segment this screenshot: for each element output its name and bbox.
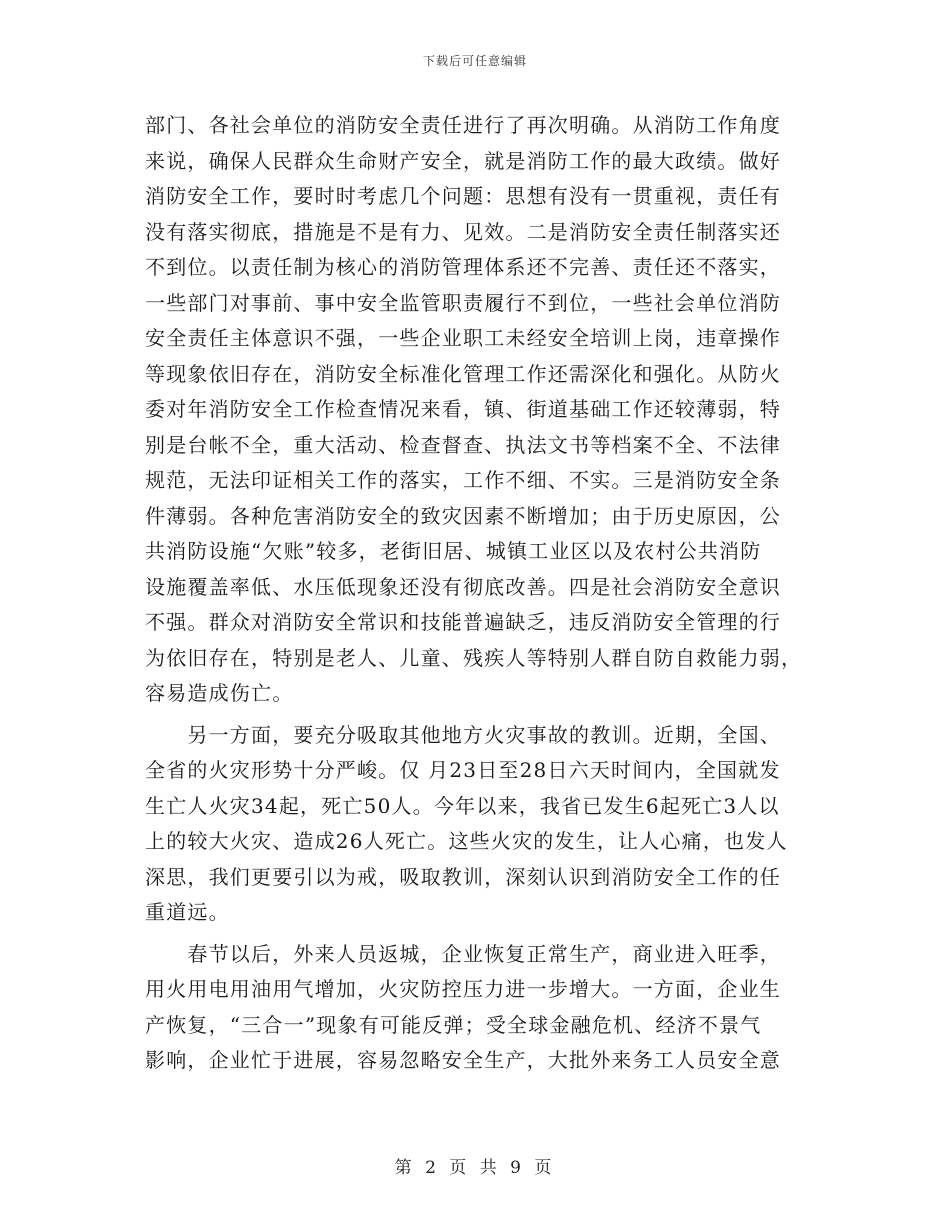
- text-line: 部门、各社会单位的消防安全责任进行了再次明确。从消防工作角度: [145, 113, 781, 137]
- paragraph: [145, 108, 813, 712]
- text-line: 用火用电用油用气增加，火灾防控压力进一步增大。一方面，企业生: [145, 977, 781, 1001]
- text-line: 生亡人火灾34起，死亡50人。今年以来，我省已发生6起死亡3人以: [145, 793, 780, 818]
- document-body: [145, 108, 813, 1079]
- text-line: 别是台帐不全，重大活动、检查督查、执法文书等档案不全、不法律: [145, 432, 781, 457]
- text-line: 规范，无法印证相关工作的落实，工作不细、不实。三是消防安全条: [145, 468, 781, 492]
- text-line: 一些部门对事前、事中安全监管职责履行不到位，一些社会单位消防: [145, 290, 781, 315]
- text-line: 容易造成伤亡。: [145, 681, 294, 705]
- text-line: 来说，确保人民群众生命财产安全，就是消防工作的最大政绩。做好: [145, 148, 781, 173]
- text-line: 不强。群众对消防安全常识和技能普遍缺乏，违反消防安全管理的行: [145, 610, 781, 634]
- header-note: 下载后可任意编辑: [422, 54, 527, 68]
- page-number: 第 2 页 共 9 页: [394, 1158, 556, 1178]
- paragraph: [145, 937, 813, 1079]
- text-line: 共消防设施“欠账”较多，老街旧居、城镇工业区以及农村公共消防: [145, 539, 762, 563]
- text-line: 委对年消防安全工作检查情况来看，镇、街道基础工作还较薄弱，特: [145, 397, 781, 421]
- text-line: 产恢复，“三合一”现象有可能反弹；受全球金融危机、经济不景气: [145, 1012, 762, 1037]
- text-line: 另一方面，要充分吸取其他地方火灾事故的教训。近期，全国、: [145, 722, 781, 747]
- text-line: 上的较大火灾、造成26人死亡。这些火灾的发生，让人心痛，也发人: [145, 829, 788, 853]
- text-line: 影响，企业忙于进展，容易忽略安全生产，大批外来务工人员安全意: [145, 1048, 781, 1072]
- text-line: 安全责任主体意识不强，一些企业职工未经安全培训上岗，违章操作: [145, 326, 781, 350]
- text-line: 消防安全工作，要时时考虑几个问题：思想有没有一贯重视，责任有: [145, 184, 781, 208]
- text-line: 不到位。以责任制为核心的消防管理体系还不完善、责任还不落实，: [145, 255, 781, 279]
- text-line: 等现象依旧存在，消防安全标准化管理工作还需深化和强化。从防火: [145, 361, 781, 386]
- text-line: 深思，我们更要引以为戒，吸取教训，深刻认识到消防安全工作的任: [145, 864, 781, 889]
- text-line: 为依旧存在，特别是老人、儿童、残疾人等特别人群自防自救能力弱，: [145, 645, 803, 670]
- text-line: 件薄弱。各种危害消防安全的致灾因素不断增加；由于历史原因，公: [145, 503, 781, 528]
- paragraph: [145, 718, 813, 931]
- text-line: 全省的火灾形势十分严峻。仅 月23日至28日六天时间内，全国就发: [145, 758, 781, 782]
- text-line: 春节以后，外来人员返城，企业恢复正常生产，商业进入旺季，: [145, 941, 781, 966]
- text-line: 重道远。: [145, 900, 230, 924]
- text-line: 设施覆盖率低、水压低现象还没有彻底改善。四是社会消防安全意识: [145, 574, 781, 599]
- text-line: 没有落实彻底，措施是不是有力、见效。二是消防安全责任制落实还: [145, 219, 781, 244]
